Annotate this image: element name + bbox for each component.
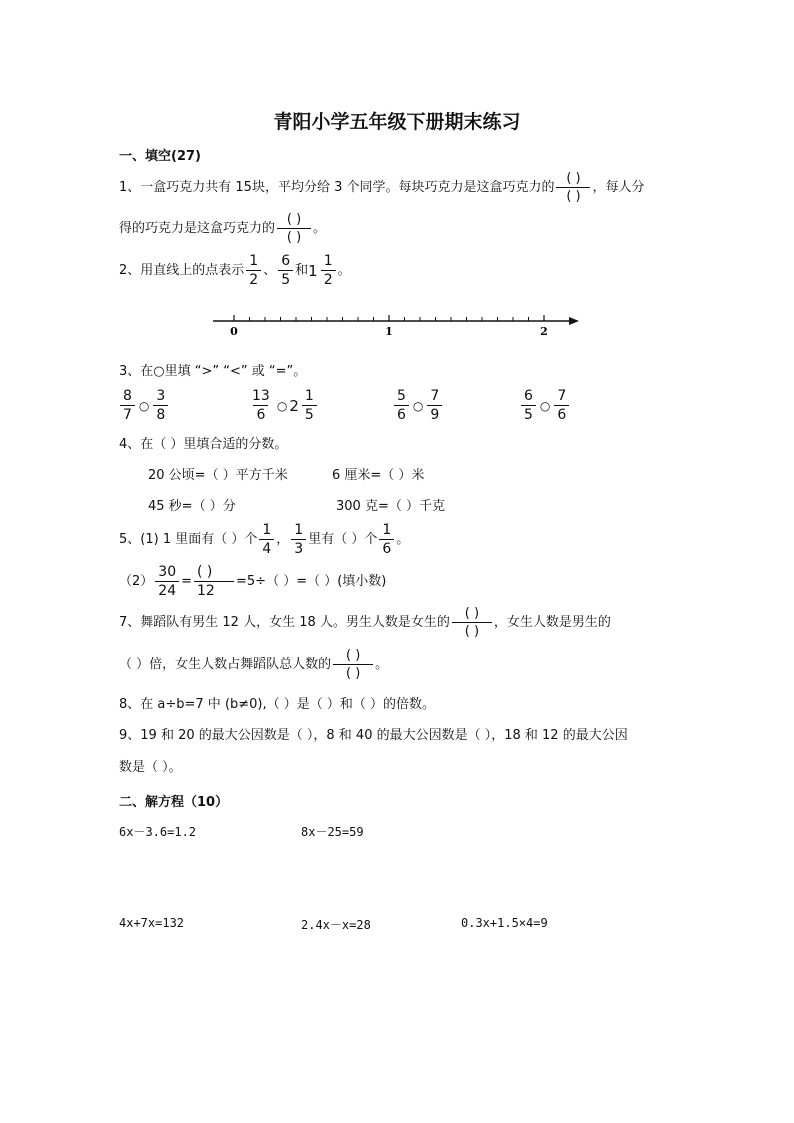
number-line-tick-label: 1 bbox=[385, 325, 393, 338]
question-2-text: 2、用直线上的点表示 bbox=[119, 262, 245, 278]
question-1-line-2 bbox=[119, 213, 326, 244]
circle-blank-icon[interactable]: ○ bbox=[276, 398, 288, 413]
unit-conversion-hectare[interactable]: 20 公顷=（ ）平方千米 bbox=[148, 468, 288, 483]
conjunction: 和 bbox=[295, 262, 309, 278]
question-1-text-c: 得的巧克力是这盒巧克力的 bbox=[119, 220, 276, 236]
number-line-tick-label: 0 bbox=[230, 325, 238, 338]
equation-1: 6x－3.6=1.2 bbox=[119, 825, 197, 839]
question-5-part-1: 5、(1) 1 里面有（ ）个 $\frac{1}{4}$ ， $\frac{1}{3}$ 里有（ ）个 $\frac{1}{6}$ 。 bbox=[119, 522, 410, 557]
arrow-icon bbox=[569, 317, 579, 325]
unit-conversion-grams[interactable]: 300 克=（ ）千克 bbox=[336, 499, 445, 514]
unit-conversion-seconds[interactable]: 45 秒=（ ）分 bbox=[148, 499, 236, 514]
section-heading-fill-blanks: 一、填空(27) bbox=[119, 149, 201, 164]
answer-fraction-blank[interactable]: $\frac{( )}{( )}$ bbox=[277, 213, 311, 244]
question-1-text-a: 1、一盒巧克力共有 15块，平均分给 3 个同学。每块巧克力是这盒巧克力的 bbox=[119, 179, 555, 195]
answer-fraction-blank[interactable]: $\frac{( )}{12}$ bbox=[194, 565, 234, 598]
comparison-4[interactable]: $\frac{6}{5}$ ○ $\frac{7}{6}$ bbox=[519, 389, 571, 422]
answer-fraction-blank[interactable]: $\frac{( )}{( )}$ bbox=[556, 172, 590, 203]
fraction: $\frac{1}{2}$ bbox=[246, 254, 261, 287]
comparison-2[interactable]: $\frac{13}{6}$ ○ 2 $\frac{1}{5}$ bbox=[247, 389, 319, 422]
answer-fraction-blank[interactable]: $\frac{( )}{( )}$ bbox=[333, 649, 373, 680]
question-1-text-d: 。 bbox=[313, 220, 327, 236]
equation-2: 8x－25=59 bbox=[301, 825, 364, 839]
number-line-ticks bbox=[234, 315, 544, 321]
mixed-number: 1 $\frac{1}{2}$ bbox=[308, 254, 337, 287]
number-line-labels bbox=[230, 325, 548, 338]
fraction: $\frac{6}{5}$ bbox=[278, 254, 293, 287]
equation-3: 4x+7x=132 bbox=[119, 916, 185, 930]
question-7-line-2: （ ）倍，女生人数占舞蹈队总人数的 $\frac{( )}{( )}$ 。 bbox=[119, 648, 389, 681]
question-7-line-1: 7、舞蹈队有男生 12 人，女生 18 人。男生人数是女生的 $\frac{( )}{( )}$ ，女生人数是男生的 bbox=[119, 606, 611, 639]
question-2 bbox=[119, 254, 351, 287]
separator: 、 bbox=[263, 262, 277, 278]
question-9-line-2[interactable]: 数是（ ）。 bbox=[119, 760, 182, 775]
question-9-line-1[interactable]: 9、19 和 20 的最大公因数是（ ），8 和 40 的最大公因数是（ ），18 和 12 的最大公因 bbox=[119, 728, 628, 743]
question-4-text: 4、在（ ）里填合适的分数。 bbox=[119, 437, 288, 452]
question-1-line-1 bbox=[119, 172, 645, 203]
question-8[interactable]: 8、在 a÷b=7 中 (b≠0),（ ）是（ ）和（ ）的倍数。 bbox=[119, 697, 436, 712]
page-title: 青阳小学五年级下册期末练习 bbox=[273, 111, 521, 133]
equation-5: 0.3x+1.5×4=9 bbox=[461, 916, 548, 930]
question-3-text: 3、在○里填 “>” “<” 或 “=”。 bbox=[119, 364, 307, 379]
unit-conversion-cm[interactable]: 6 厘米=（ ）米 bbox=[332, 468, 425, 483]
period: 。 bbox=[337, 262, 351, 278]
question-1-text-b: ，每人分 bbox=[592, 179, 645, 195]
comparison-3[interactable]: $\frac{5}{6}$ ○ $\frac{7}{9}$ bbox=[392, 389, 444, 422]
circle-blank-icon[interactable]: ○ bbox=[412, 398, 424, 413]
equation-4: 2.4x－x=28 bbox=[301, 918, 371, 932]
section-heading-equations: 二、解方程（10） bbox=[119, 795, 229, 810]
comparison-1[interactable]: $\frac{8}{7}$ ○ $\frac{3}{8}$ bbox=[118, 389, 170, 422]
answer-fraction-blank[interactable]: $\frac{( )}{( )}$ bbox=[452, 607, 492, 638]
number-line bbox=[205, 308, 585, 342]
circle-blank-icon[interactable]: ○ bbox=[138, 398, 150, 413]
number-line-tick-label: 2 bbox=[540, 325, 548, 338]
question-5-part-2: （2） $\frac{30}{24}$ = $\frac{( )}{12}$ =5÷（ ）=（ ）(填小数) bbox=[119, 564, 387, 599]
circle-blank-icon[interactable]: ○ bbox=[539, 398, 551, 413]
